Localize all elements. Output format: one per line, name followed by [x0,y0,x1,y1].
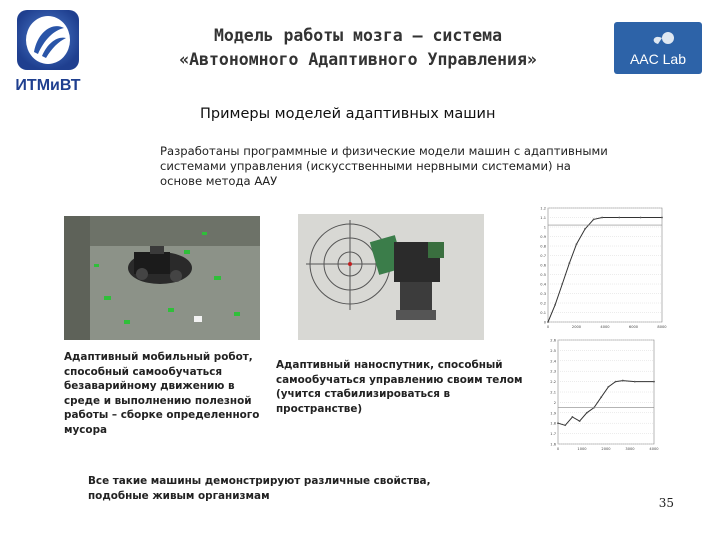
itmivt-logo [8,8,88,108]
y-tick-label: 2.2 [550,380,556,385]
logo-ellipse [26,16,70,64]
logo-right-text: AAC Lab [629,51,687,67]
chart-stabilization [540,334,660,458]
data-point [584,228,586,230]
y-tick-label: 1.9 [550,411,556,416]
x-tick-label: 6000 [628,325,639,329]
data-point [547,321,549,323]
data-point [564,424,566,426]
y-tick-label: 2.4 [550,359,556,364]
intro-paragraph: Разработаны программные и физические модели машин с адаптивными системами управления (искусственными нервными системами) на основе метода ААУ [160,144,608,188]
data-point [618,217,620,219]
x-tick-label: 8000 [657,325,667,329]
x-tick-label: 4000 [649,447,659,451]
title-line-2: «Автономного Адаптивного Управления» [179,50,537,69]
series-line-1 [558,381,654,426]
y-tick-label: 0.9 [540,235,546,239]
data-point [653,381,655,383]
page-number: 35 [658,496,674,510]
robot-caption: Адаптивный мобильный робот, способный самообучаться безаварийному движению в среде и выполнению полезной работы – сборке определенного мусора [64,351,260,436]
y-tick-label: 1.8 [550,421,556,426]
x-tick-label: 4000 [600,325,610,329]
y-tick-label: 1.7 [550,432,556,437]
data-point [615,381,617,383]
slide-subtitle: Примеры моделей адаптивных машин [200,106,496,122]
footer-note: Все такие машины демонстрируют различные свойства, подобные живым организмам [88,475,431,502]
data-point [557,422,559,424]
data-point [576,243,578,245]
x-tick-label: 0 [546,325,550,329]
y-tick-label: 0.4 [540,282,546,287]
y-tick-label: 0.6 [540,263,546,268]
data-point [554,304,556,306]
data-point [640,217,642,219]
y-tick-label: 1.1 [540,216,546,220]
data-point [561,283,563,285]
data-point [661,217,663,219]
y-tick-label: 0 [543,320,546,325]
data-point [593,219,595,221]
data-point [601,217,603,219]
data-point [634,381,636,383]
y-tick-label: 1.2 [540,206,546,211]
x-tick-label: 2000 [601,447,611,451]
y-tick-label: 2.3 [550,369,556,374]
logo-right-head [662,32,674,44]
y-tick-label: 0.5 [540,273,546,277]
nanosatellite-photo [298,214,484,340]
data-point [622,380,624,382]
aac-lab-logo [614,22,702,74]
x-tick-label: 3000 [625,447,635,451]
x-tick-label: 1000 [577,447,587,451]
y-tick-label: 0.7 [540,254,546,258]
data-point [608,386,610,388]
y-tick-label: 0.3 [540,292,546,296]
x-tick-label: 2000 [571,325,582,329]
y-tick-label: 2.6 [550,338,556,343]
title-line-1: Модель работы мозга – система [213,26,503,45]
y-tick-label: 0.2 [540,301,546,306]
y-tick-label: 0.1 [540,311,546,315]
logo-left-text: ИТМиВТ [15,77,81,94]
series-line-1 [548,218,662,323]
y-tick-label: 0.8 [540,244,546,249]
slide-title [118,24,598,72]
data-point [572,416,574,418]
x-tick-label: 0 [556,447,560,451]
y-tick-label: 2 [553,400,556,405]
data-point [568,262,570,264]
y-tick-label: 1.6 [550,442,556,447]
y-tick-label: 2.1 [550,390,556,395]
y-tick-label: 2.5 [550,348,556,353]
data-point [579,420,581,422]
data-point [586,412,588,414]
chart-learning [528,202,668,338]
satellite-caption: Адаптивный наноспутник, способный самообучаться управлению своим телом (учится стабилизироваться в пространстве) [276,359,523,415]
mobile-robot-photo [64,216,260,340]
y-tick-label: 1 [543,225,546,230]
data-point [600,396,602,398]
